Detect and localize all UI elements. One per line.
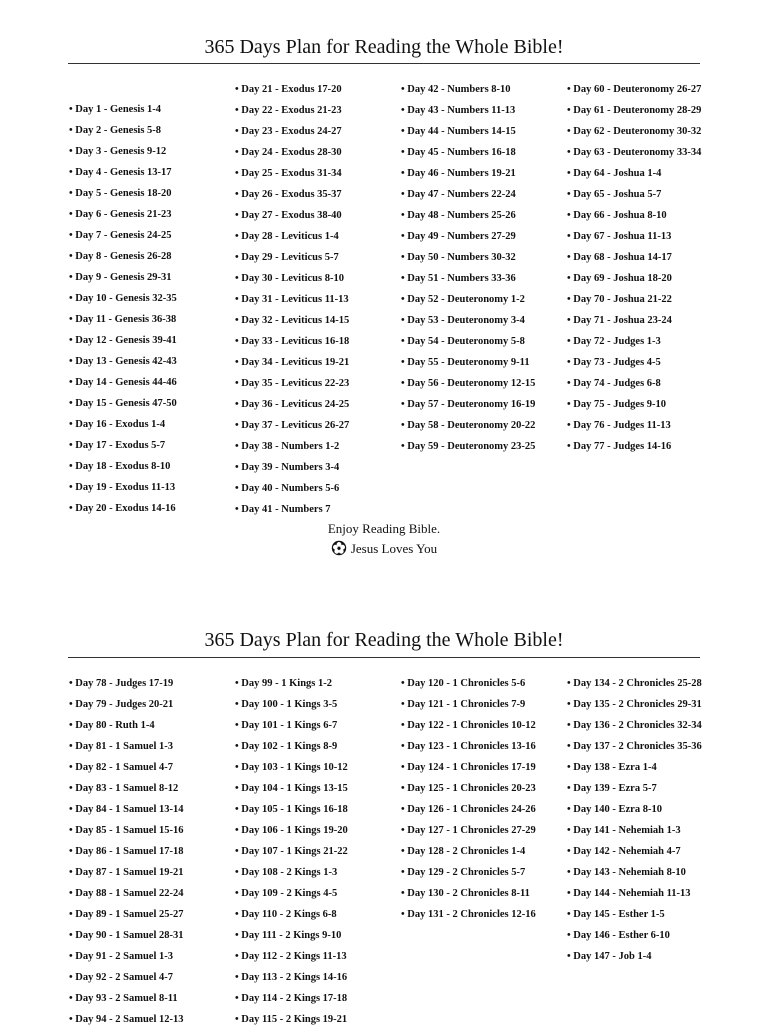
reading-day-item: • Day 48 - Numbers 25-26	[401, 210, 516, 221]
reading-day-item: • Day 71 - Joshua 23-24	[567, 315, 672, 326]
reading-day-item: • Day 30 - Leviticus 8-10	[235, 273, 344, 284]
reading-day-item: • Day 7 - Genesis 24-25	[69, 230, 172, 241]
reading-day-item: • Day 92 - 2 Samuel 4-7	[69, 972, 174, 983]
reading-day-item: • Day 41 - Numbers 7	[235, 504, 331, 515]
reading-day-item: • Day 47 - Numbers 22-24	[401, 189, 516, 200]
reading-day-item: • Day 63 - Deuteronomy 33-34	[567, 147, 702, 158]
reading-day-item: • Day 64 - Joshua 1-4	[567, 168, 662, 179]
reading-column	[69, 677, 229, 1034]
reading-day-item: • Day 46 - Numbers 19-21	[401, 168, 516, 179]
reading-day-item: • Day 65 - Joshua 5-7	[567, 189, 662, 200]
reading-column	[567, 677, 707, 971]
reading-day-item: • Day 49 - Numbers 27-29	[401, 231, 516, 242]
footer-signature	[0, 539, 768, 559]
reading-day-item: • Day 134 - 2 Chronicles 25-28	[567, 678, 702, 689]
reading-day-item: • Day 73 - Judges 4-5	[567, 357, 661, 368]
reading-day-item: • Day 131 - 2 Chronicles 12-16	[401, 909, 536, 920]
reading-day-item: • Day 130 - 2 Chronicles 8-11	[401, 888, 530, 899]
reading-day-item: • Day 121 - 1 Chronicles 7-9	[401, 699, 526, 710]
reading-day-item: • Day 94 - 2 Samuel 12-13	[69, 1014, 184, 1025]
reading-day-item: • Day 110 - 2 Kings 6-8	[235, 909, 337, 920]
reading-day-item: • Day 14 - Genesis 44-46	[69, 377, 177, 388]
reading-day-item: • Day 4 - Genesis 13-17	[69, 167, 172, 178]
reading-day-item: • Day 85 - 1 Samuel 15-16	[69, 825, 184, 836]
reading-day-item: • Day 17 - Exodus 5-7	[69, 440, 166, 451]
reading-day-item: • Day 102 - 1 Kings 8-9	[235, 741, 338, 752]
reading-day-item: • Day 25 - Exodus 31-34	[235, 168, 342, 179]
reading-day-item: • Day 34 - Leviticus 19-21	[235, 357, 350, 368]
reading-day-item: • Day 62 - Deuteronomy 30-32	[567, 126, 702, 137]
reading-day-item: • Day 52 - Deuteronomy 1-2	[401, 294, 525, 305]
reading-day-item: • Day 84 - 1 Samuel 13-14	[69, 804, 184, 815]
reading-day-item: • Day 18 - Exodus 8-10	[69, 461, 171, 472]
reading-day-item: • Day 58 - Deuteronomy 20-22	[401, 420, 536, 431]
page-title: 365 Days Plan for Reading the Whole Bible!	[204, 629, 564, 651]
reading-day-item: • Day 82 - 1 Samuel 4-7	[69, 762, 174, 773]
reading-day-item: • Day 44 - Numbers 14-15	[401, 126, 516, 137]
reading-day-item: • Day 89 - 1 Samuel 25-27	[69, 909, 184, 920]
reading-day-item: • Day 139 - Ezra 5-7	[567, 783, 657, 794]
reading-day-item: • Day 143 - Nehemiah 8-10	[567, 867, 686, 878]
reading-day-item: • Day 103 - 1 Kings 10-12	[235, 762, 348, 773]
reading-day-item: • Day 101 - 1 Kings 6-7	[235, 720, 338, 731]
reading-day-item: • Day 1 - Genesis 1-4	[69, 104, 162, 115]
reading-day-item: • Day 43 - Numbers 11-13	[401, 105, 516, 116]
reading-day-item: • Day 144 - Nehemiah 11-13	[567, 888, 691, 899]
reading-day-item: • Day 39 - Numbers 3-4	[235, 462, 340, 473]
reading-day-item: • Day 15 - Genesis 47-50	[69, 398, 177, 409]
reading-day-item: • Day 42 - Numbers 8-10	[401, 84, 511, 95]
reading-day-item: • Day 28 - Leviticus 1-4	[235, 231, 339, 242]
reading-day-item: • Day 142 - Nehemiah 4-7	[567, 846, 681, 857]
reading-day-item: • Day 20 - Exodus 14-16	[69, 503, 176, 514]
reading-day-item: • Day 91 - 2 Samuel 1-3	[69, 951, 174, 962]
reading-day-item: • Day 78 - Judges 17-19	[69, 678, 174, 689]
reading-day-item: • Day 81 - 1 Samuel 1-3	[69, 741, 174, 752]
reading-day-item: • Day 70 - Joshua 21-22	[567, 294, 672, 305]
page-footer	[0, 519, 768, 559]
title-divider	[68, 63, 700, 64]
reading-day-item: • Day 5 - Genesis 18-20	[69, 188, 172, 199]
reading-day-item: • Day 74 - Judges 6-8	[567, 378, 661, 389]
reading-day-item: • Day 79 - Judges 20-21	[69, 699, 174, 710]
reading-day-item: • Day 100 - 1 Kings 3-5	[235, 699, 338, 710]
reading-day-item: • Day 109 - 2 Kings 4-5	[235, 888, 338, 899]
reading-day-item: • Day 122 - 1 Chronicles 10-12	[401, 720, 536, 731]
flower-icon	[331, 540, 347, 556]
reading-day-item: • Day 31 - Leviticus 11-13	[235, 294, 349, 305]
reading-day-item: • Day 3 - Genesis 9-12	[69, 146, 167, 157]
reading-day-item: • Day 83 - 1 Samuel 8-12	[69, 783, 179, 794]
reading-day-item: • Day 32 - Leviticus 14-15	[235, 315, 350, 326]
reading-day-item: • Day 33 - Leviticus 16-18	[235, 336, 350, 347]
reading-day-item: • Day 107 - 1 Kings 21-22	[235, 846, 348, 857]
reading-day-item: • Day 72 - Judges 1-3	[567, 336, 661, 347]
reading-day-item: • Day 99 - 1 Kings 1-2	[235, 678, 333, 689]
reading-day-item: • Day 123 - 1 Chronicles 13-16	[401, 741, 536, 752]
reading-day-item: • Day 57 - Deuteronomy 16-19	[401, 399, 536, 410]
reading-day-item: • Day 68 - Joshua 14-17	[567, 252, 672, 263]
footer-signature-text: Jesus Loves You	[350, 541, 438, 556]
reading-column	[235, 677, 395, 1034]
reading-day-item: • Day 35 - Leviticus 22-23	[235, 378, 350, 389]
page-title: 365 Days Plan for Reading the Whole Bible!	[204, 36, 564, 58]
reading-day-item: • Day 125 - 1 Chronicles 20-23	[401, 783, 536, 794]
reading-day-item: • Day 56 - Deuteronomy 12-15	[401, 378, 536, 389]
reading-day-item: • Day 126 - 1 Chronicles 24-26	[401, 804, 536, 815]
reading-day-item: • Day 147 - Job 1-4	[567, 951, 652, 962]
reading-day-item: • Day 113 - 2 Kings 14-16	[235, 972, 348, 983]
reading-day-item: • Day 36 - Leviticus 24-25	[235, 399, 350, 410]
reading-day-item: • Day 136 - 2 Chronicles 32-34	[567, 720, 702, 731]
reading-day-item: • Day 16 - Exodus 1-4	[69, 419, 166, 430]
reading-day-item: • Day 86 - 1 Samuel 17-18	[69, 846, 184, 857]
reading-day-item: • Day 26 - Exodus 35-37	[235, 189, 342, 200]
reading-day-item: • Day 108 - 2 Kings 1-3	[235, 867, 338, 878]
reading-day-item: • Day 124 - 1 Chronicles 17-19	[401, 762, 536, 773]
reading-day-item: • Day 76 - Judges 11-13	[567, 420, 671, 431]
reading-day-item: • Day 87 - 1 Samuel 19-21	[69, 867, 184, 878]
reading-day-item: • Day 38 - Numbers 1-2	[235, 441, 340, 452]
reading-day-item: • Day 13 - Genesis 42-43	[69, 356, 177, 367]
title-divider	[68, 657, 700, 658]
reading-day-item: • Day 12 - Genesis 39-41	[69, 335, 177, 346]
reading-day-item: • Day 69 - Joshua 18-20	[567, 273, 672, 284]
reading-day-item: • Day 27 - Exodus 38-40	[235, 210, 342, 221]
reading-day-item: • Day 50 - Numbers 30-32	[401, 252, 516, 263]
reading-day-item: • Day 114 - 2 Kings 17-18	[235, 993, 348, 1004]
reading-day-item: • Day 8 - Genesis 26-28	[69, 251, 172, 262]
footer-message: Enjoy Reading Bible.	[327, 521, 441, 536]
reading-day-item: • Day 112 - 2 Kings 11-13	[235, 951, 347, 962]
reading-day-item: • Day 29 - Leviticus 5-7	[235, 252, 339, 263]
reading-day-item: • Day 146 - Esther 6-10	[567, 930, 670, 941]
reading-day-item: • Day 6 - Genesis 21-23	[69, 209, 172, 220]
reading-day-item: • Day 22 - Exodus 21-23	[235, 105, 342, 116]
reading-day-item: • Day 9 - Genesis 29-31	[69, 272, 172, 283]
reading-day-item: • Day 145 - Esther 1-5	[567, 909, 665, 920]
reading-day-item: • Day 75 - Judges 9-10	[567, 399, 667, 410]
reading-column	[235, 83, 395, 524]
reading-column	[401, 83, 561, 461]
reading-column	[567, 83, 707, 461]
reading-day-item: • Day 137 - 2 Chronicles 35-36	[567, 741, 702, 752]
reading-day-item: • Day 129 - 2 Chronicles 5-7	[401, 867, 526, 878]
reading-day-item: • Day 11 - Genesis 36-38	[69, 314, 177, 325]
reading-day-item: • Day 51 - Numbers 33-36	[401, 273, 516, 284]
reading-day-item: • Day 40 - Numbers 5-6	[235, 483, 340, 494]
reading-day-item: • Day 141 - Nehemiah 1-3	[567, 825, 681, 836]
reading-day-item: • Day 120 - 1 Chronicles 5-6	[401, 678, 526, 689]
reading-day-item: • Day 10 - Genesis 32-35	[69, 293, 177, 304]
reading-column	[401, 677, 561, 929]
reading-day-item: • Day 66 - Joshua 8-10	[567, 210, 667, 221]
reading-day-item: • Day 104 - 1 Kings 13-15	[235, 783, 348, 794]
reading-day-item: • Day 24 - Exodus 28-30	[235, 147, 342, 158]
reading-day-item: • Day 45 - Numbers 16-18	[401, 147, 516, 158]
reading-day-item: • Day 90 - 1 Samuel 28-31	[69, 930, 184, 941]
reading-day-item: • Day 2 - Genesis 5-8	[69, 125, 162, 136]
reading-column	[69, 103, 229, 523]
reading-day-item: • Day 115 - 2 Kings 19-21	[235, 1014, 348, 1025]
reading-day-item: • Day 59 - Deuteronomy 23-25	[401, 441, 536, 452]
reading-day-item: • Day 111 - 2 Kings 9-10	[235, 930, 342, 941]
reading-day-item: • Day 19 - Exodus 11-13	[69, 482, 176, 493]
reading-day-item: • Day 53 - Deuteronomy 3-4	[401, 315, 525, 326]
reading-day-item: • Day 140 - Ezra 8-10	[567, 804, 662, 815]
reading-day-item: • Day 138 - Ezra 1-4	[567, 762, 657, 773]
reading-day-item: • Day 61 - Deuteronomy 28-29	[567, 105, 702, 116]
reading-day-item: • Day 21 - Exodus 17-20	[235, 84, 342, 95]
reading-day-item: • Day 127 - 1 Chronicles 27-29	[401, 825, 536, 836]
reading-day-item: • Day 60 - Deuteronomy 26-27	[567, 84, 702, 95]
reading-day-item: • Day 37 - Leviticus 26-27	[235, 420, 350, 431]
reading-day-item: • Day 106 - 1 Kings 19-20	[235, 825, 348, 836]
reading-day-item: • Day 67 - Joshua 11-13	[567, 231, 672, 242]
reading-day-item: • Day 93 - 2 Samuel 8-11	[69, 993, 178, 1004]
reading-day-item: • Day 80 - Ruth 1-4	[69, 720, 155, 731]
reading-day-item: • Day 23 - Exodus 24-27	[235, 126, 342, 137]
reading-day-item: • Day 88 - 1 Samuel 22-24	[69, 888, 184, 899]
reading-day-item: • Day 128 - 2 Chronicles 1-4	[401, 846, 526, 857]
reading-day-item: • Day 77 - Judges 14-16	[567, 441, 672, 452]
reading-day-item: • Day 135 - 2 Chronicles 29-31	[567, 699, 702, 710]
reading-day-item: • Day 55 - Deuteronomy 9-11	[401, 357, 530, 368]
reading-day-item: • Day 105 - 1 Kings 16-18	[235, 804, 348, 815]
reading-day-item: • Day 54 - Deuteronomy 5-8	[401, 336, 525, 347]
